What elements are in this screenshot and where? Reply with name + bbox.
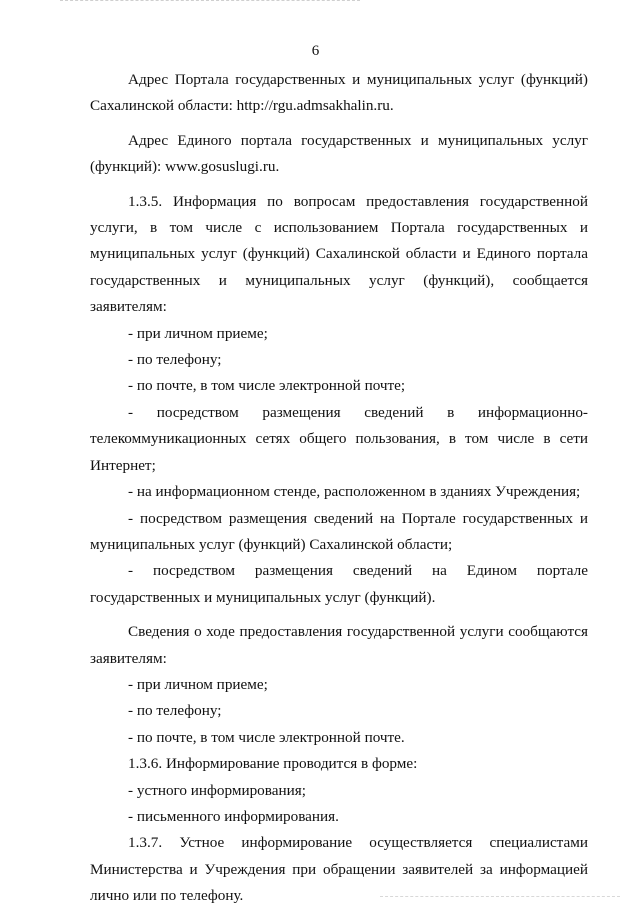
paragraph: - по почте, в том числе электронной почте;	[128, 377, 406, 395]
paragraph: 1.3.7. Устное информирование осуществляется специалистами Министерства и Учреждения при обращении заявителей за информацией лично или по телефону.	[90, 834, 588, 905]
paragraph: - по телефону;	[128, 702, 222, 720]
paragraph: Сведения о ходе предоставления государственной услуги сообщаются заявителям:	[90, 623, 588, 667]
page-number: 6	[311, 43, 320, 59]
scan-artifact-top	[60, 0, 360, 3]
paragraph: - посредством размещения сведений на Портале государственных и муниципальных услуг (функций) Сахалинской области;	[90, 509, 588, 553]
paragraph: - при личном приеме;	[128, 324, 268, 342]
scan-artifact-bottom	[380, 896, 620, 899]
paragraph: - по телефону;	[128, 351, 222, 369]
paragraph: - письменного информирования.	[128, 807, 339, 825]
paragraph: - посредством размещения сведений на Едином портале государственных и муниципальных услуг (функций).	[90, 562, 588, 606]
paragraph: Адрес Портала государственных и муниципальных услуг (функций) Сахалинской области: http://rgu.admsakhalin.ru.	[90, 71, 588, 115]
paragraph: - посредством размещения сведений в информационно-телекоммуникационных сетях общего пользования, в том числе в сети Интернет;	[90, 403, 588, 474]
paragraph: - по почте, в том числе электронной почте.	[128, 728, 405, 746]
paragraph: 1.3.5. Информация по вопросам предоставления государственной услуги, в том числе с использованием Портала государственных и муниципальных услуг (функций) Сахалинской области и Единого портала государственных и муниципальных услуг (функций), сообщается заявителям:	[90, 192, 588, 316]
paragraph: - при личном приеме;	[128, 675, 268, 693]
paragraph: 1.3.6. Информирование проводится в форме:	[128, 755, 418, 773]
paragraph: - устного информирования;	[128, 781, 306, 799]
paragraph: Адрес Единого портала государственных и муниципальных услуг (функций): www.gosuslugi.ru.	[90, 131, 588, 176]
document-body	[90, 67, 588, 910]
paragraph: - на информационном стенде, расположенном в зданиях Учреждения;	[128, 483, 581, 501]
